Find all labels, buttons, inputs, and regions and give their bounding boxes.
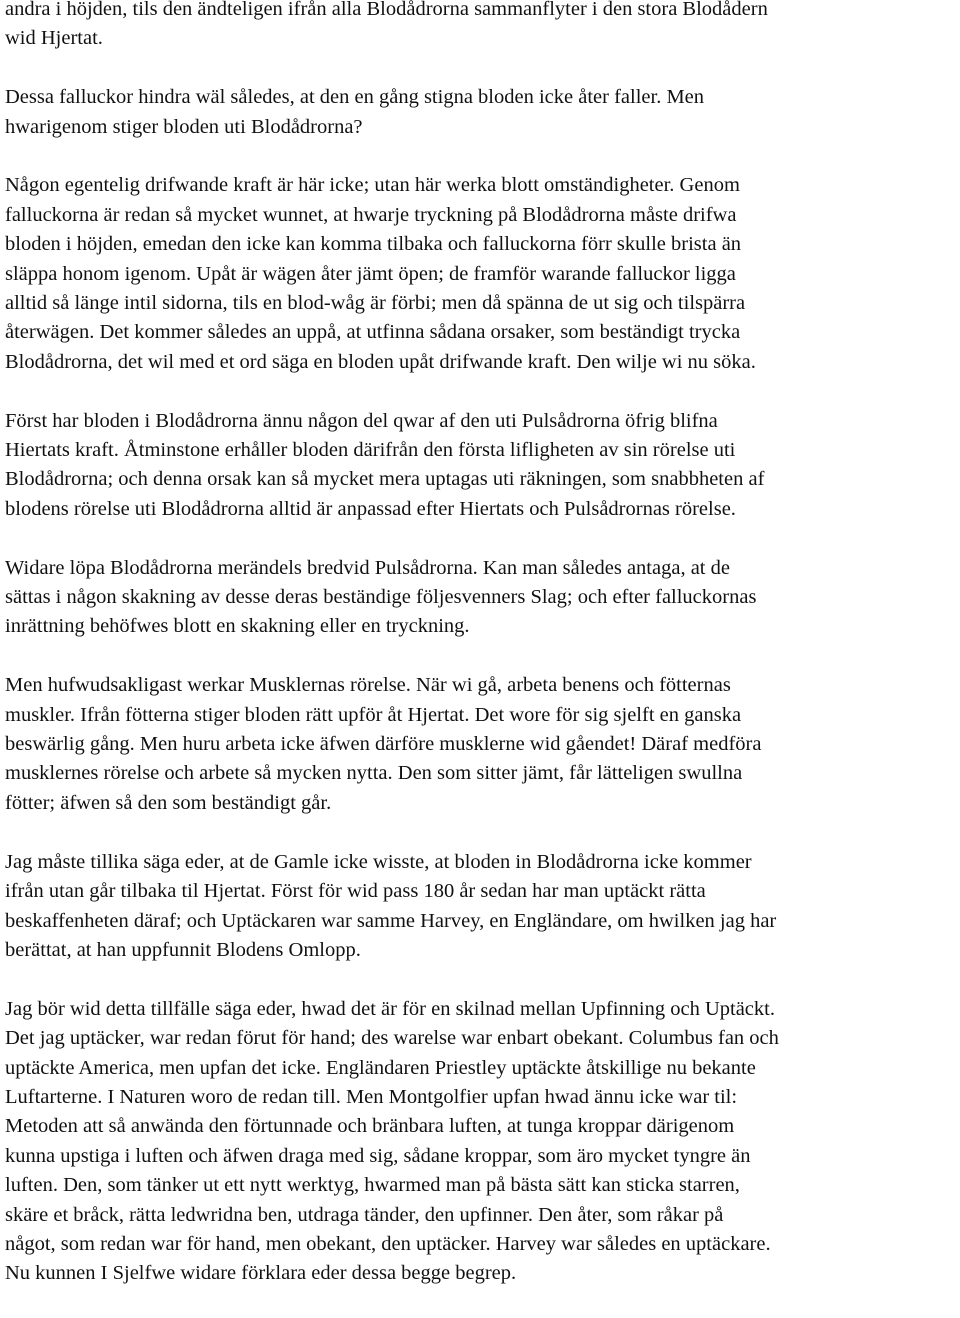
text-line: Det jag uptäcker, war redan förut för hand; des warelse war enbart obekant. Columbus fan och bbox=[5, 1027, 779, 1050]
text-line: uptäckte America, men upfan det icke. Engländaren Priestley uptäckte åtskillige nu bekante bbox=[5, 1056, 756, 1079]
text-line: Jag bör wid detta tillfälle säga eder, hwad det är för en skilnad mellan Upfinning och Uptäckt. bbox=[5, 997, 775, 1020]
text-line: återwägen. Det kommer således an uppå, at utfinna sådana orsaker, som beständigt trycka bbox=[5, 321, 741, 344]
text-line: andra i höjden, tils den ändteligen ifrån alla Blodådrorna sammanflyter i den stora Blodådern bbox=[5, 0, 768, 20]
text-line: falluckorna är redan så mycket wunnet, at hwarje tryckning på Blodådrorna måste drifwa bbox=[5, 203, 737, 226]
text-line: beswärlig gång. Men huru arbeta icke äfwen därföre musklerne wid gåendet! Däraf medföra bbox=[5, 733, 762, 756]
paragraph bbox=[5, 848, 960, 966]
text-line: sättas i någon skakning av desse deras beständige följesvenners Slag; och efter falluckornas bbox=[5, 586, 757, 609]
paragraph bbox=[5, 171, 960, 377]
text-line: luften. Den, som tänker ut ett nytt werktyg, hwarmed man på bästa sätt kan sticka starren, bbox=[5, 1174, 740, 1197]
text-line: muskler. Ifrån fötterna stiger bloden rätt upför åt Hjertat. Det wore för sig sjelft en ganska bbox=[5, 703, 742, 726]
paragraph bbox=[5, 407, 960, 525]
text-line: hwarigenom stiger bloden uti Blodådrorna? bbox=[5, 115, 363, 138]
text-line: beskaffenheten däraf; och Uptäckaren war samme Harvey, en Engländare, om hwilken jag har bbox=[5, 909, 777, 932]
paragraph bbox=[5, 0, 960, 54]
text-line: Metoden att så anwända den förtunnade och bränbara luften, at tunga kroppar därigenom bbox=[5, 1115, 735, 1138]
text-line: Hiertats kraft. Åtminstone erhåller bloden därifrån den första lifligheten av sin rörelse uti bbox=[5, 439, 736, 462]
text-line: Widare löpa Blodådrorna merändels bredvid Pulsådrorna. Kan man således antaga, at de bbox=[5, 556, 730, 579]
text-line: musklernes rörelse och arbete så mycken nytta. Den som sitter jämt, får lätteligen swullna bbox=[5, 762, 743, 785]
text-line: Blodådrorna; och denna orsak kan så mycket mera uptagas uti räkningen, som snabbheten af bbox=[5, 468, 765, 491]
text-line: alltid så länge intil sidorna, tils en blod-wåg är förbi; men då spänna de ut sig och tilspärra bbox=[5, 292, 746, 315]
text-line: inrättning behöfwes blott en skakning eller en tryckning. bbox=[5, 615, 470, 638]
text-line: Luftarterne. I Naturen woro de redan till. Men Montgolfier upfan hwad ännu icke war til: bbox=[5, 1085, 738, 1108]
text-line: ifrån utan går tilbaka til Hjertat. Först för wid pass 180 år sedan har man uptäckt rätta bbox=[5, 880, 706, 903]
text-line: Först har bloden i Blodådrorna ännu någon del qwar af den uti Pulsådrorna öfrig blifna bbox=[5, 409, 718, 432]
text-line: wid Hjertat. bbox=[5, 27, 103, 50]
text-line: berättat, at han uppfunnit Blodens Omlopp. bbox=[5, 938, 361, 961]
paragraph bbox=[5, 671, 960, 818]
text-line: Nu kunnen I Sjelfwe widare förklara eder dessa begge begrep. bbox=[5, 1262, 517, 1285]
text-line: skäre et bråck, rätta ledwridna ben, utdraga tänder, den upfinner. Den åter, som råkar på bbox=[5, 1203, 724, 1226]
text-line: kunna upstiga i luften och äfwen draga med sig, sådane kroppar, som äro mycket tyngre än bbox=[5, 1144, 751, 1167]
text-line: blodens rörelse uti Blodådrorna alltid är anpassad efter Hiertats och Pulsådrornas rörelse. bbox=[5, 497, 736, 520]
text-line: Dessa falluckor hindra wäl således, at den en gång stigna bloden icke åter faller. Men bbox=[5, 86, 705, 109]
text-line: fötter; äfwen så den som beständigt går. bbox=[5, 791, 332, 814]
paragraph bbox=[5, 83, 960, 142]
text-line: något, som redan war för hand, men obekant, den uptäcker. Harvey war således en uptäckare. bbox=[5, 1232, 771, 1255]
text-line: Någon egentelig drifwande kraft är här icke; utan här werka blott omständigheter. Genom bbox=[5, 174, 740, 197]
text-line: släppa honom igenom. Upåt är wägen åter jämt öpen; de framför warande falluckor ligga bbox=[5, 262, 736, 285]
text-line: Jag måste tillika säga eder, at de Gamle icke wisste, at bloden in Blodådrorna icke kommer bbox=[5, 850, 752, 873]
text-line: Blodådrorna, det wil med et ord säga en bloden upåt drifwande kraft. Den wilje wi nu söka. bbox=[5, 350, 756, 373]
text-line: bloden i höjden, emedan den icke kan komma tilbaka och falluckorna förr skulle brista än bbox=[5, 233, 742, 256]
paragraph bbox=[5, 554, 960, 642]
paragraph bbox=[5, 995, 960, 1289]
text-line: Men hufwudsakligast werkar Musklernas rörelse. När wi gå, arbeta benens och fötternas bbox=[5, 674, 731, 697]
document-page bbox=[5, 0, 960, 1318]
